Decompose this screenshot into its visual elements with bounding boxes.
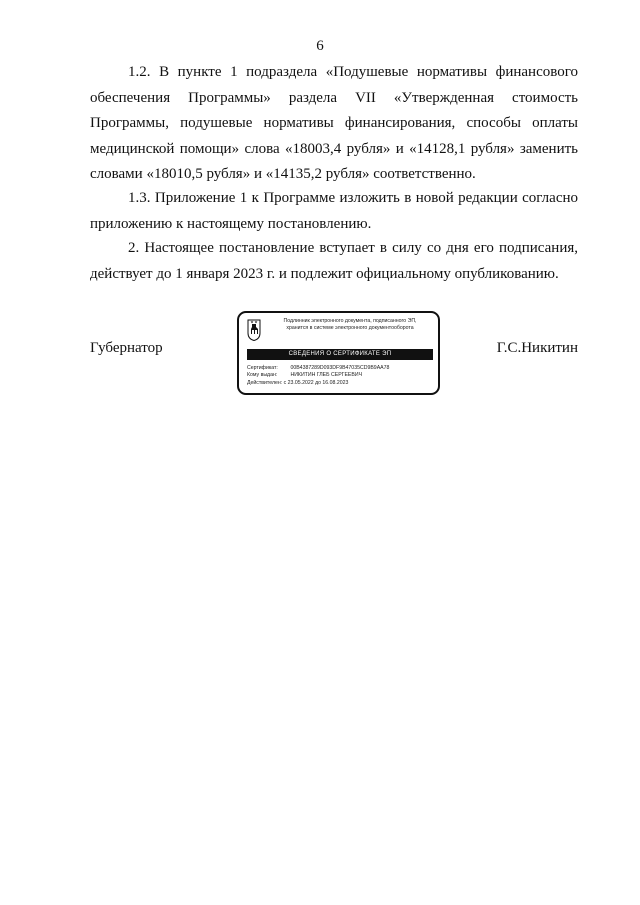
signatory-title: Губернатор	[90, 340, 163, 356]
issued-to-label: Кому выдан:	[247, 372, 278, 379]
validity-value: с 23.05.2022 до 16.08.2023	[283, 379, 349, 386]
paragraph-1-3: 1.3. Приложение 1 к Программе изложить в новой редакции согласно приложению к настоящему постановлению.	[90, 190, 578, 232]
issued-to-row	[247, 372, 437, 379]
deer-coat-of-arms-icon	[247, 319, 261, 341]
validity-row	[247, 380, 437, 387]
stamp-header	[265, 318, 435, 332]
issued-to-value: НИКИТИН ГЛЕБ СЕРГЕЕВИЧ	[290, 372, 363, 379]
paragraph-1-2: 1.2. В пункте 1 подраздела «Подушевые нормативы финансового обеспечения Программы» раздела VII «Утвержденная стоимость Программы, подушевые нормативы финансирования, способы оплаты медицинской помощи» слова «18003,4 рубля» и «14128,1 рубля» заменить словами «18010,5 рубля» и «14135,2 рубля» соответственно.	[90, 64, 578, 182]
electronic-signature-stamp	[237, 311, 440, 395]
certificate-value: 00B4387289D093DF9B47035CD9B9AA78	[290, 365, 390, 371]
signatory-name: Г.С.Никитин	[496, 340, 578, 356]
paragraph-2: 2. Настоящее постановление вступает в силу со дня его подписания, действует до 1 января 2023 г. и подлежит официальному опубликованию.	[90, 240, 578, 282]
stamp-details	[247, 365, 437, 387]
stamp-header-line-1: Подлинник электронного документа, подписанного ЭП,	[283, 318, 417, 324]
certificate-row	[247, 365, 437, 372]
page-number: 6	[316, 38, 324, 54]
certificate-label: Сертификат:	[247, 365, 278, 371]
validity-label: Действителен:	[247, 379, 283, 386]
stamp-header-line-2: хранится в системе электронного документооборота	[286, 325, 414, 331]
stamp-banner: СВЕДЕНИЯ О СЕРТИФИКАТЕ ЭП	[247, 349, 433, 360]
